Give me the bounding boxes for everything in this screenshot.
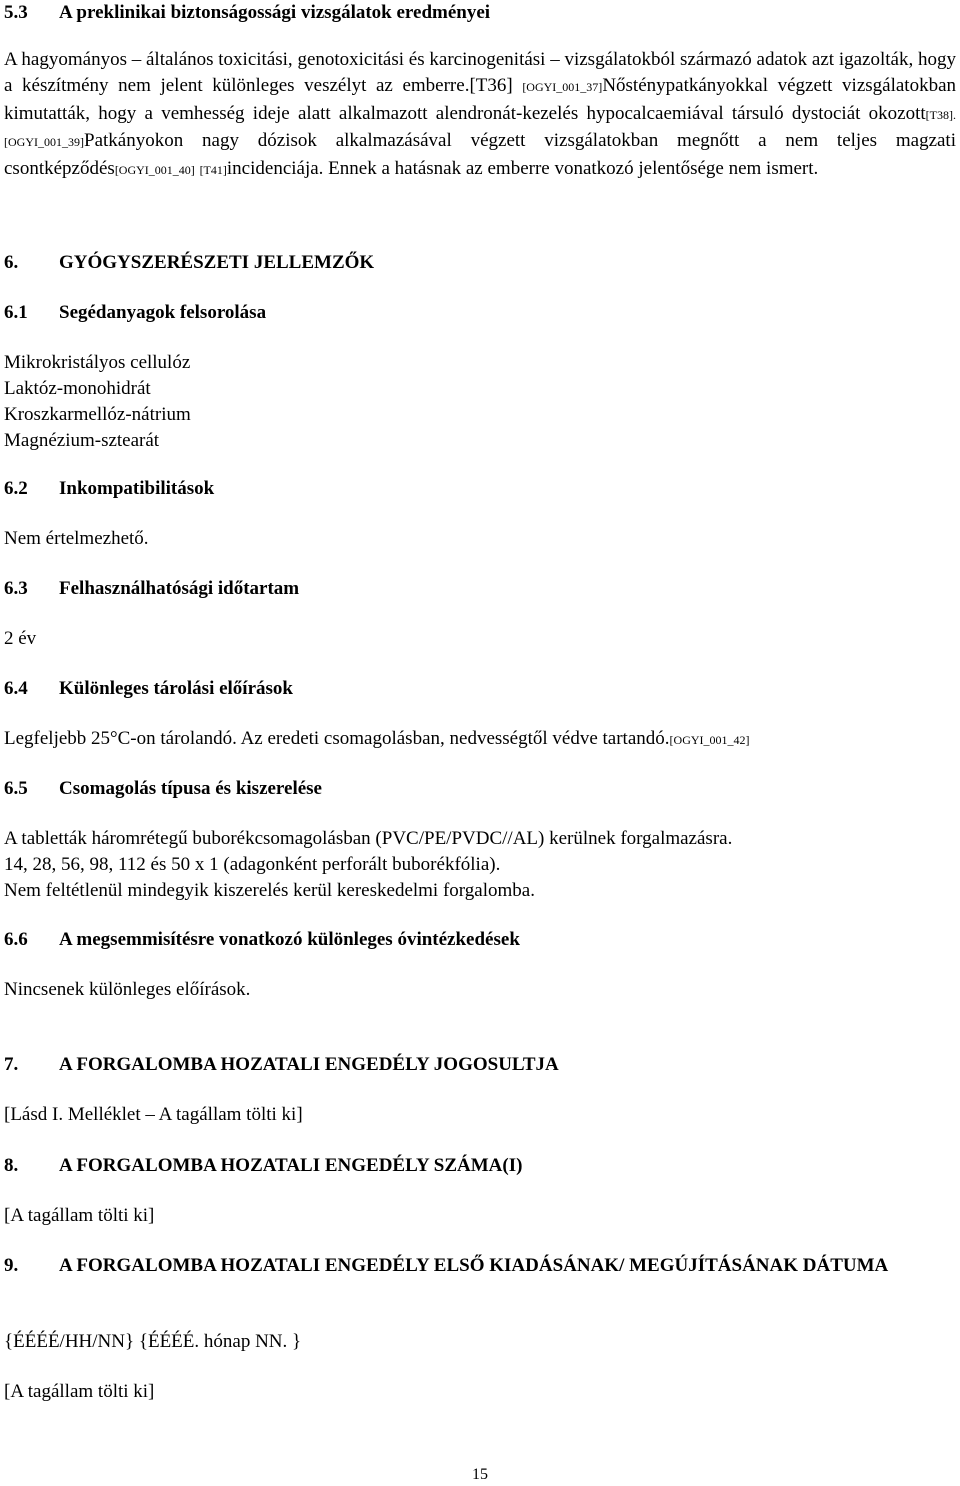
authorisation-holder-text: [Lásd I. Melléklet – A tagállam tölti ki]: [4, 1104, 303, 1125]
authorisation-number-text: [A tagállam tölti ki]: [4, 1205, 155, 1226]
incompatibilities-text: Nem értelmezhető.: [4, 528, 149, 549]
section-9-heading: [4, 1253, 956, 1279]
section-title: Inkompatibilitások: [59, 478, 215, 499]
section-title: Segédanyagok felsorolása: [59, 302, 267, 323]
section-number: 9.: [4, 1255, 19, 1276]
preclinical-safety-paragraph: [4, 47, 956, 184]
reference-tag: [OGYI_001_39]: [4, 135, 84, 150]
section-6-6-heading: [4, 927, 956, 953]
reference-tag: [T38].: [925, 107, 956, 122]
section-title: A preklinikai biztonságossági vizsgálatok eredményei: [59, 2, 491, 23]
section-title: A FORGALOMBA HOZATALI ENGEDÉLY ELSŐ KIADÁSÁNAK/ MEGÚJÍTÁSÁNAK DÁTUMA: [59, 1255, 889, 1276]
reference-tag: [OGYI_001_42]: [669, 733, 750, 747]
section-number: 6.4: [4, 678, 28, 699]
section-6-4-heading: [4, 676, 956, 702]
section-title: A megsemmisítésre vonatkozó különleges óvintézkedések: [59, 929, 520, 950]
packaging-line: 14, 28, 56, 98, 112 és 50 x 1 (adagonként perforált buborékfólia).: [4, 854, 501, 875]
section-number: 6.6: [4, 929, 28, 950]
section-number: 6.2: [4, 478, 28, 499]
packaging-line: A tabletták háromrétegű buborékcsomagolásban (PVC/PE/PVDC//AL) kerülnek forgalmazásra.: [4, 828, 733, 849]
section-number: 6.1: [4, 302, 28, 323]
section-title: A FORGALOMBA HOZATALI ENGEDÉLY JOGOSULTJA: [59, 1054, 559, 1075]
paragraph-text: Ennek a hatásnak az emberre vonatkozó jelentősége nem ismert.: [323, 158, 819, 180]
excipients-list: [4, 350, 956, 454]
section-6-1-heading: [4, 300, 956, 326]
section-title: Csomagolás típusa és kiszerelése: [59, 778, 322, 799]
section-title: Különleges tárolási előírások: [59, 678, 293, 699]
packaging-line: Nem feltétlenül mindegyik kiszerelés kerül kereskedelmi forgalomba.: [4, 880, 535, 901]
section-title: Felhasználhatósági időtartam: [59, 578, 300, 599]
page-number: 15: [472, 1466, 488, 1483]
section-number: 6.5: [4, 778, 28, 799]
excipient-item: Mikrokristályos cellulóz: [4, 352, 191, 373]
section-number: 8.: [4, 1155, 19, 1176]
packaging-lines: [4, 826, 956, 904]
reference-tag: [OGYI_001_40]: [114, 163, 195, 178]
reference-tag: [T41]: [199, 163, 227, 178]
section-7-heading: [4, 1052, 956, 1078]
excipient-item: Magnézium-sztearát: [4, 430, 160, 451]
storage-instructions: Legfeljebb 25°C-on tárolandó. Az eredeti csomagolásban, nedvességtől védve tartandó.: [4, 728, 670, 749]
section-8-heading: [4, 1153, 956, 1179]
paragraph-text: Patkányokon nagy dózisok alkalmazásával végzett vizsgálatokban megnőtt a nem teljes magzati csontképződés: [4, 130, 956, 180]
renewal-text: [A tagállam tölti ki]: [4, 1381, 155, 1402]
disposal-text: Nincsenek különleges előírások.: [4, 979, 251, 1000]
paragraph-text: Nősténypatkányokkal végzett vizsgálatokban kimutatták, hogy a vemhesség ideje alatt alkalmazott alendronát-kezelés hypocalcaemiával társuló dystociát okozott: [4, 74, 957, 124]
storage-text: [4, 726, 956, 753]
section-title: GYÓGYSZERÉSZETI JELLEMZŐK: [59, 252, 375, 273]
section-number: 6.3: [4, 578, 28, 599]
reference-tag: [OGYI_001_37]: [522, 79, 603, 94]
section-title: A FORGALOMBA HOZATALI ENGEDÉLY SZÁMA(I): [59, 1155, 523, 1176]
date-format-text: {ÉÉÉÉ/HH/NN} {ÉÉÉÉ. hónap NN. }: [4, 1331, 302, 1352]
section-number: 6.: [4, 252, 19, 273]
section-6-3-heading: [4, 576, 956, 602]
section-6-2-heading: [4, 476, 956, 502]
excipient-item: Laktóz-monohidrát: [4, 378, 151, 399]
excipient-item: Kroszkarmellóz-nátrium: [4, 404, 191, 425]
section-6-heading: [4, 250, 956, 276]
section-number: 7.: [4, 1054, 19, 1075]
section-number: 5.3: [4, 2, 28, 23]
paragraph-text: incidenciája.: [226, 158, 324, 180]
section-5-3-heading: [4, 0, 956, 26]
reference-tag: [T36]: [469, 74, 513, 96]
shelf-life-text: 2 év: [4, 628, 37, 649]
section-6-5-heading: [4, 776, 956, 802]
paragraph-text: A hagyományos – általános toxicitási, genotoxicitási és karcinogenitási – vizsgálatokból származó adatok azt igazolták, hogy a készítmény nem jelent különleges veszélyt az emberre.: [4, 49, 956, 96]
